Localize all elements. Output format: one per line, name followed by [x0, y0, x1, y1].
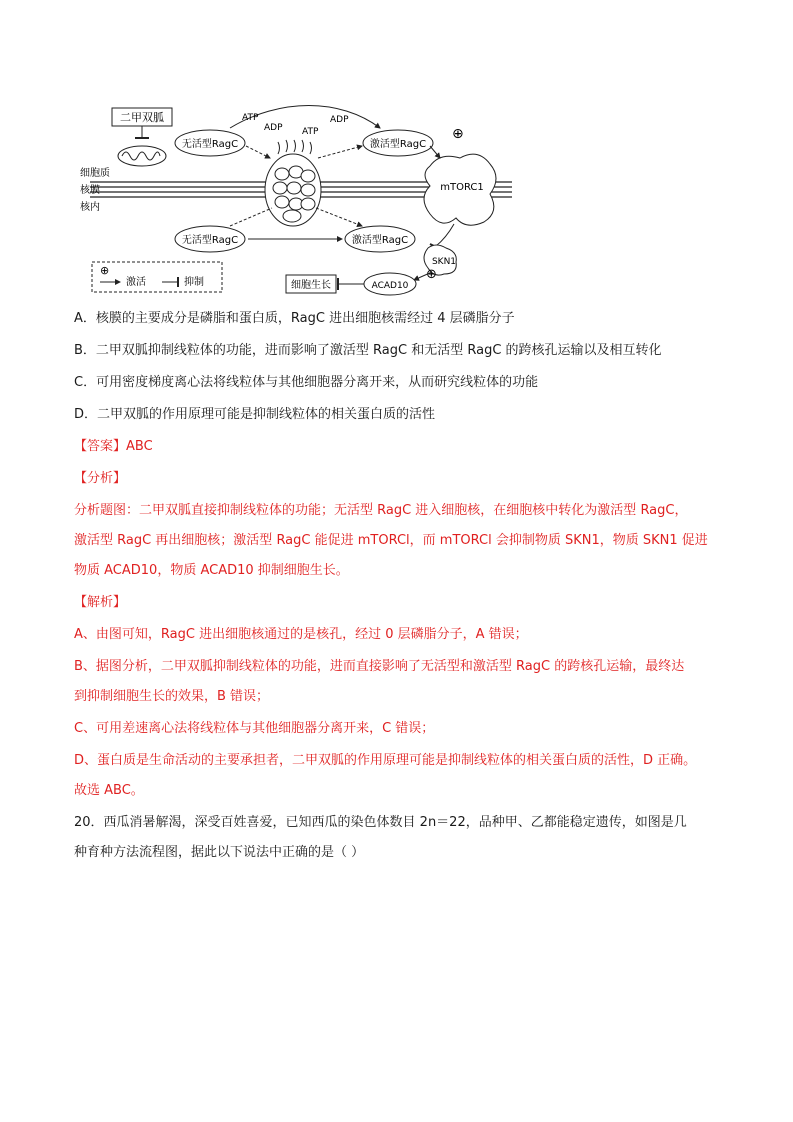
- drug-label: 二甲双胍: [120, 111, 164, 124]
- explain-line: D、蛋白质是生命活动的主要承担者，二甲双胍的作用原理可能是抑制线粒体的相关蛋白质的活性，D 正确。: [74, 753, 697, 768]
- analysis-line: 物质 ACAD10，物质 ACAD10 抑制细胞生长。: [74, 563, 349, 578]
- inactive-ragc-bottom: 无活型RagC: [181, 235, 239, 246]
- label-nuclear-membrane: 核膜: [80, 185, 100, 196]
- legend-plus: ⊕: [100, 264, 110, 277]
- option-a: A．核膜的主要成分是磷脂和蛋白质，RagC 进出细胞核需经过 4 层磷脂分子: [74, 311, 515, 326]
- analysis-line: 激活型 RagC 再出细胞核；激活型 RagC 能促进 mTORCl，而 mTORCl 会抑制物质 SKN1，物质 SKN1 促进: [74, 533, 708, 548]
- question-20-line: 20．西瓜消暑解渴，深受百姓喜爱，已知西瓜的染色体数目 2n＝22，品种甲、乙都能稳定遗传，如图是几: [74, 815, 687, 830]
- mtorc1-label: mTORC1: [440, 182, 484, 193]
- label-nucleus: 核内: [80, 202, 100, 213]
- option-d: D．二甲双胍的作用原理可能是抑制线粒体的相关蛋白质的活性: [74, 407, 436, 422]
- atp-left: ATP: [242, 113, 259, 123]
- skn1-label: SKN1: [431, 257, 457, 267]
- analysis-line: 分析题图：二甲双胍直接抑制线粒体的功能；无活型 RagC 进入细胞核，在细胞核中转化为激活型 RagC，: [74, 503, 688, 518]
- explain-line: 故选 ABC。: [74, 783, 144, 798]
- analysis-title: 【分析】: [74, 471, 127, 486]
- active-ragc-top: 激活型RagC: [369, 139, 427, 150]
- option-c: C．可用密度梯度离心法将线粒体与其他细胞器分离开来，从而研究线粒体的功能: [74, 375, 539, 390]
- atp-right: ATP: [302, 127, 319, 137]
- question-20-line: 种育种方法流程图，据此以下说法中正确的是（ ）: [74, 845, 365, 860]
- explain-title: 【解析】: [74, 595, 127, 610]
- adp-left: ADP: [264, 123, 283, 133]
- legend-activate: 激活: [126, 277, 146, 288]
- adp-right: ADP: [330, 115, 349, 125]
- active-ragc-bottom: 激活型RagC: [351, 235, 409, 246]
- label-cytoplasm: 细胞质: [80, 168, 110, 179]
- acad10-label: ACAD10: [371, 281, 409, 291]
- explain-line: 到抑制细胞生长的效果，B 错误；: [74, 689, 270, 704]
- cell-growth-label: 细胞生长: [291, 280, 331, 291]
- explain-line: B、据图分析，二甲双胍抑制线粒体的功能，进而直接影响了无活型和激活型 RagC 的跨核孔运输，最终达: [74, 659, 685, 674]
- legend-inhibit: 抑制: [184, 277, 204, 288]
- nuclear-pore-icon: [265, 140, 321, 226]
- inactive-ragc-top: 无活型RagC: [181, 139, 239, 150]
- answer: 【答案】ABC: [74, 439, 153, 454]
- explain-line: C、可用差速离心法将线粒体与其他细胞器分离开来，C 错误；: [74, 721, 435, 736]
- ragc-pathway-diagram: [80, 96, 520, 296]
- explain-line: A、由图可知，RagC 进出细胞核通过的是核孔，经过 0 层磷脂分子，A 错误；: [74, 627, 528, 642]
- plus-skn: ⊕: [426, 267, 437, 282]
- plus-mtorc: ⊕: [452, 126, 464, 142]
- option-b: B．二甲双胍抑制线粒体的功能，进而影响了激活型 RagC 和无活型 RagC 的跨核孔运输以及相互转化: [74, 343, 662, 358]
- mitochondrion-icon: [118, 146, 166, 166]
